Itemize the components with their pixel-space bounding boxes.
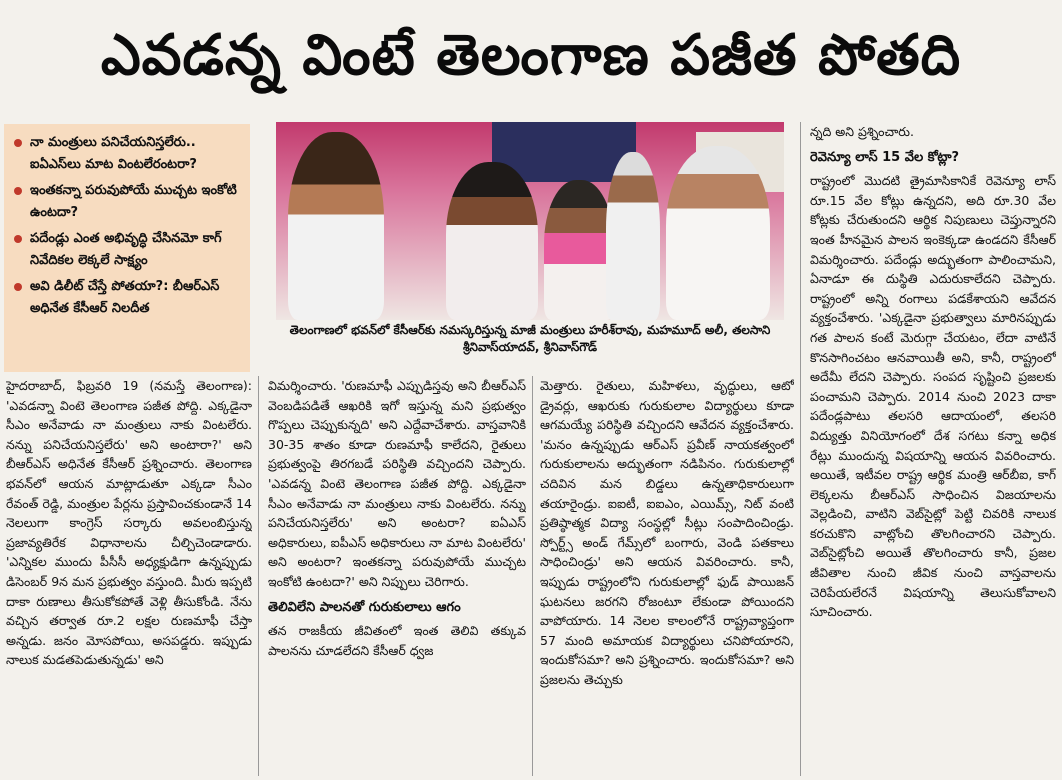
photo-person-4	[606, 152, 660, 320]
headline: ఎవడన్న వింటే తెలంగాణ పజీత పోతది	[100, 23, 962, 88]
photo-caption: తెలంగాణలో భవన్‌లో కేసీఆర్‌కు నమస్కరిస్తున్న మాజీ మంత్రులు హరీశ్‌రావు, మహమూద్ అలీ, తలసాని శ్రీనివాస్‌యాదవ్, శ్రీనివాస్‌గౌడ్	[289, 323, 771, 354]
article-column-3	[540, 376, 794, 778]
highlight-text: ఇంతకన్నా పరువుపోయే ముచ్చట ఇంకోటి ఉంటదా?	[30, 183, 237, 220]
highlights-list	[12, 132, 242, 320]
photo-person-2	[446, 162, 538, 320]
article-column-1	[6, 376, 252, 778]
column-text: హైదరాబాద్, ఫిబ్రవరి 19 (నమస్తే తెలంగాణ): 'ఎవడన్నా వింటె తెలంగాణ పజీత పోద్ది. ఎక్కడైనా సీఎం అనేవాడు నా మంత్రులు నాకు వింటలేరు. నన్ను పనిచేయనిస్తలేరు' అని అంటారా?' అని బీఆర్‌ఎస్ అధినేత కేసీఆర్ ప్రశ్నించారు. తెలంగాణ భవన్‌లో ఆయన మాట్లాడుతూ ఎక్కడా సీఎం రేవంత్ రెడ్డి, మంత్రుల పేర్లను ప్రస్తావించకుండానే 14 నెలలుగా కాంగ్రెస్ సర్కారు అవలంబిస్తున్న ప్రజావ్యతిరేక విధానాలను చీల్చిచెండాడారు. 'ఎన్నికల ముందు పీసీసీ అధ్యక్షుడిగా ఉన్నప్పుడు డిసెంబర్ 9న మన ప్రభుత్వం వస్తుంది. మీరు ఇప్పటి దాకా రుణాలు తీసుకోకపోతే వెళ్లి తీసుకోండి. నేను వచ్చిన తర్వాత రూ.2 లక్షల రుణమాఫీ చేస్తా అన్నడు. జనం మోసపోయి, అసపడ్డరు. ఇప్పుడు నాలుక మడతపెడుతున్నడు' అని	[6, 378, 252, 668]
news-photo	[276, 122, 784, 320]
section-subhead: రెవెన్యూ లాస్ 15 వేల కోట్లా?	[810, 149, 960, 165]
column-rule	[258, 376, 259, 776]
column-text: విమర్శించారు. 'రుణమాఫీ ఎప్పుడిస్తవు అని బీఆర్‌ఎస్ వెంబడిపడితే ఆఖరికి ఇగో ఇస్తున్న మని ప్రభుత్వం గొప్పలు చెప్పుకున్నది' అని ఎద్దేవాచేశారు. వాస్తవానికి 30-35 శాతం కూడా రుణమాఫీ కాలేదని, రైతులు ప్రభుత్వంపై తిరగబడే పరిస్థితి వచ్చిందని చెప్పారు. 'ఎవడన్న వింటె తెలంగాణ పజీత పోద్ది. ఎక్కడైనా సీఎం అనేవాడు నా మంత్రులు నాకు వింటలేరు. నన్ను పనిచేయనిస్తలేరు' అని అంటరా? ఐఏఎస్ అధికారులు, ఐపీఎస్ అధికారులు నా మాట వింటలేరు' అని అంటరా? ఇంతకన్నా పరువుపోయే ముచ్చట ఇంకోటి ఉంటదా?' అని నిప్పులు చెరిగారు.	[268, 378, 526, 589]
column-text: తన రాజకీయ జీవితంలో ఇంత తెలివి తక్కువ పాలనను చూడలేదని కేసీఆర్ ధ్వజ	[268, 623, 526, 658]
highlight-text: పదేండ్లు ఎంత అభివృద్ధి చేసినమో కాగ్ నివేదికల లెక్కలే సాక్ష్యం	[30, 231, 222, 268]
column-text: న్నది అని ప్రశ్నించారు.	[810, 124, 914, 139]
column-rule	[800, 122, 801, 776]
photo-person-3	[544, 180, 614, 320]
highlights-box	[4, 124, 250, 372]
photo-person-1	[288, 132, 384, 320]
article-column-4	[810, 122, 1056, 778]
column-text: రాష్ట్రంలో మొదటి త్రైమాసికానికే రెవెన్యూ లాస్ రూ.15 వేల కోట్లు ఉన్నదని, అది రూ.30 వేల కోట్లకు చేరుతుందని ఆర్థిక నిపుణులు చెప్తున్నారని ఇంత హీనమైన పాలన ఇంకెక్కడా ఉండదని కేసీఆర్ విమర్శించారు. పదేండ్లు అద్భుతంగా పాలించామని, ఏనాడూ ఈ దుస్థితి ఎదురుకాలేదని చెప్పారు. రాష్ట్రంలో అన్ని రంగాలు పడకేశాయని ఆవేదన వ్యక్తంచేశారు. 'ఎక్కడైనా ప్రభుత్వాలు మారినప్పుడు గత పాలన కంటే మెరుగ్గా చేయటం, లేదా వాటినే కొనసాగించటం ఆనవాయితీ అని, కానీ, రాష్ట్రంలో అదేమీ లేదని చెప్పారు. సంపద సృష్టించి ప్రజలకు పంచామని చెప్పారు. 2014 నుంచి 2023 దాకా పదేండ్లపాటు తలసరి ఆదాయంలో, తలసరి విద్యుత్తు వినియోగంలో దేశ సగటు కన్నా అధిక రేట్లు ముందున్న విషయాన్ని ఆయన వివరించారు. అయితే, ఇటీవల రాష్ట్ర ఆర్థిక మంత్రి ఆర్‌బీఐ, కాగ్ లెక్కలను బీఆర్‌ఎస్ సాధించిన విజయాలను వెల్లడించి, వాటిని వెబ్‌సైట్లో పెట్టి చివరికి నాలుక కరచుకొని వాట్లోంచి తొలగించారని చెప్పారు. వెబ్‌సైట్లోంచి అయితే తొలగించారు కానీ, ప్రజల జీవితాల నుంచి జీవిక నుంచి వాస్తవాలను చెరిపేయలేరనే విషయాన్ని తెలుసుకోవాలని సూచించారు.	[810, 173, 1056, 620]
highlight-text: నా మంత్రులు పనిచేయనిస్తలేరు.. ఐఏఎస్‌లు మాట వింటలేరంటరా?	[30, 135, 197, 172]
bullet-icon	[14, 235, 22, 243]
bullet-icon	[14, 139, 22, 147]
highlight-item	[12, 276, 242, 320]
highlight-item	[12, 132, 242, 176]
article-column-2	[268, 376, 526, 778]
highlight-item	[12, 228, 242, 272]
section-subhead: తెలివిలేని పాలనతో గురుకులాలు ఆగం	[268, 599, 461, 615]
bullet-icon	[14, 187, 22, 195]
bullet-icon	[14, 283, 22, 291]
highlight-text: అవి డిలీట్ చేస్తే పోతయా?: బీఆర్‌ఎస్ అధినేత కేసీఆర్ నిలదీత	[30, 279, 220, 316]
column-rule	[532, 376, 533, 776]
highlight-item	[12, 180, 242, 224]
column-text: మెత్తారు. రైతులు, మహిళలు, వృద్ధులు, ఆటో డ్రైవర్లు, ఆఖరుకు గురుకులాల విద్యార్థులు కూడా ఆగమయ్యే పరిస్థితి వచ్చిందని ఆవేదన వ్యక్తంచేశారు. 'మనం ఉన్నప్పుడు ఆర్‌ఎస్ ప్రవీణ్ నాయకత్వంలో గురుకులాలను అద్భుతంగా నడిపినం. గురుకులాల్లో చదివిన మన బిడ్డలు ఉన్నతాధికారులుగా తయారైండ్రు. ఐఐటీ, ఐఐఎం, ఎయిమ్స్, నిట్ వంటి ప్రతిష్ఠాత్మక విద్యా సంస్థల్లో సీట్లు సంపాదించిండ్రు. స్పోర్ట్స్ అండ్ గేమ్స్‌లో బంగారు, వెండి పతకాలు సాధించిండ్రు' అని ఆయన వివరించారు. కానీ, ఇప్పుడు రాష్ట్రంలోని గురుకులాల్లో ఫుడ్ పాయిజన్ ఘటనలు జరగని రోజంటూ లేకుండా పోయిందని వాపోయారు. 14 నెలల కాలంలోనే రాష్ట్రవ్యాప్తంగా 57 మంది అమాయక విద్యార్థులు చనిపోయారని, ఇందుకోసమా? అని ప్రశ్నించారు. ఇందుకోసమా? అని ప్రజలను తెచ్చుకు	[540, 378, 794, 687]
photo-person-5	[666, 146, 770, 320]
